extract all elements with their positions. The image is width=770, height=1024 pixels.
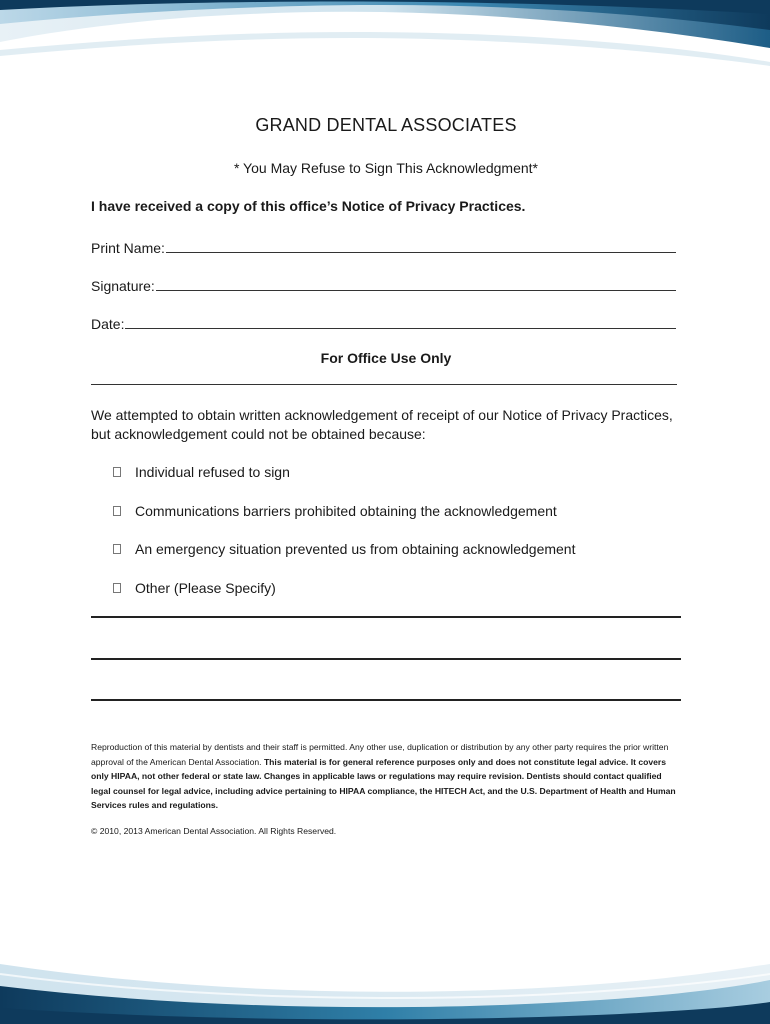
copyright-notice: © 2010, 2013 American Dental Association. All Rights Reserved. [91,826,337,836]
print-name-field[interactable] [91,236,676,256]
footer-wave-decoration [0,924,770,1024]
disclaimer-text [91,740,681,813]
page-title: GRAND DENTAL ASSOCIATES [255,115,517,135]
option-label: An emergency situation prevented us from obtaining acknowledgement [135,541,576,557]
attempt-paragraph: We attempted to obtain written acknowledgement of receipt of our Notice of Privacy Practices, but acknowledgement could not be obtained because: [91,407,673,442]
specify-line-2[interactable] [91,658,681,660]
checkbox-icon[interactable] [113,583,121,593]
acknowledgement-statement: I have received a copy of this office’s Notice of Privacy Practices. [91,198,526,214]
date-line[interactable] [125,327,676,329]
checkbox-icon[interactable] [113,467,121,477]
signature-line[interactable] [156,289,676,291]
signature-field[interactable] [91,274,676,294]
option-communication-barriers[interactable] [113,503,557,519]
date-label: Date: [91,316,125,332]
checkbox-icon[interactable] [113,506,121,516]
specify-line-1[interactable] [91,616,681,618]
print-name-label: Print Name: [91,240,165,256]
option-emergency[interactable] [113,541,575,557]
disclaimer-plain: Reproduction of this material by dentists and their staff is permitted. Any other use, duplication or distribution by any other party requires the prior written approval of the American Dental Association. [91,742,669,767]
signature-label: Signature: [91,278,155,294]
office-use-heading: For Office Use Only [320,350,452,366]
specify-line-3[interactable] [91,699,681,701]
office-divider [91,384,677,385]
disclaimer-bold: This material is for general reference purposes only and does not constitute legal advice. It covers only HIPAA, not other federal or state law. Changes in applicable laws or regulations may require revision. Dentists should contact qualified legal counsel for legal advice, including advice pertaining to HIPAA compliance, the HITECH Act, and the U.S. Department of Health and Human Services rules and regulations. [91,756,676,810]
refuse-note: * You May Refuse to Sign This Acknowledgment* [233,160,539,176]
print-name-line[interactable] [166,251,676,253]
option-other[interactable] [113,580,276,596]
option-label: Individual refused to sign [135,464,290,480]
option-label: Other (Please Specify) [135,580,276,596]
option-label: Communications barriers prohibited obtaining the acknowledgement [135,503,557,519]
checkbox-icon[interactable] [113,544,121,554]
date-field[interactable] [91,312,676,332]
option-refused[interactable] [113,464,290,480]
header-wave-decoration [0,0,770,80]
